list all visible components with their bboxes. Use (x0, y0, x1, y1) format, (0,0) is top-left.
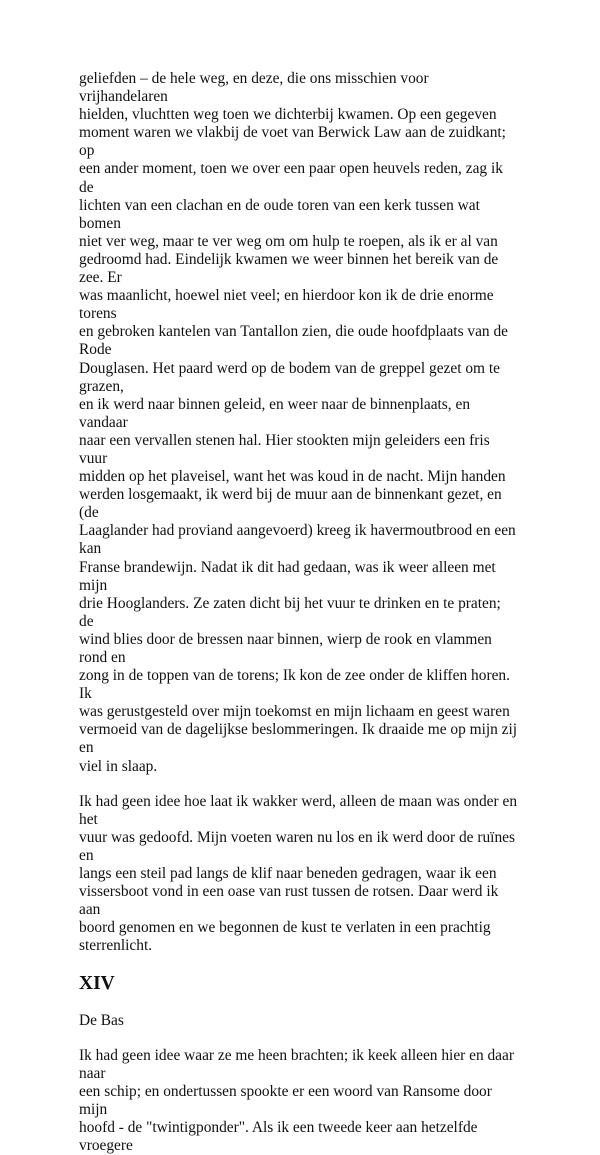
body-paragraph: geliefden – de hele weg, en deze, die ons misschien voor vrijhandelaren hielden, vluchtten weg toen we dichterbij kwamen. Op een gegeven moment waren we vlakbij de voet van Berwick Law aan de zuidkant; op een ander moment, toen we over een paar open heuvels reden, zag ik de lichten van een clachan en de oude toren van een kerk tussen wat bomen niet ver weg, maar te ver weg om om hulp te roepen, als ik er al van gedroomd had. Eindelijk kwamen we weer binnen het bereik van de zee. Er was maanlicht, hoewel niet veel; en hierdoor kon ik de drie enorme torens en gebroken kantelen van Tantallon zien, die oude hoofdplaats van de Rode Douglasen. Het paard werd op de bodem van de greppel gezet om te grazen, en ik werd naar binnen geleid, en weer naar de binnenplaats, en vandaar naar een vervallen stenen hal. Hier stookten mijn geleiders een fris vuur midden op het plaveisel, want het was koud in de nacht. Mijn handen werden losgemaakt, ik werd bij de muur aan de binnenkant gezet, en (de Laaglander had proviand aangevoerd) kreeg ik havermoutbrood en een kan Franse brandewijn. Nadat ik dit had gedaan, was ik weer alleen met mijn drie Hooglanders. Ze zaten dicht bij het vuur te drinken en te praten; de wind blies door de bressen naar binnen, wierp de rook en vlammen rond en zong in de toppen van de torens; Ik kon de zee onder de kliffen horen. Ik was gerustgesteld over mijn toekomst en mijn lichaam en geest waren vermoeid van de dagelijkse beslommeringen. Ik draaide me op mijn zij en viel in slaap. (79, 70, 518, 775)
chapter-title: De Bas (79, 1011, 124, 1029)
chapter-number-heading: XIV (79, 972, 115, 994)
document-page (79, 70, 519, 1155)
body-paragraph: Ik had geen idee waar ze me heen brachten; ik keek alleen hier en daar naar een schip; en ondertussen spookte er een woord van Ransome door mijn hoofd - de "twintigponder". Als ik een tweede keer aan hetzelfde vroegere (79, 1046, 514, 1155)
body-paragraph: Ik had geen idee hoe laat ik wakker werd, alleen de maan was onder en het vuur was gedoofd. Mijn voeten waren nu los en ik werd door de ruïnes en langs een steil pad langs de klif naar beneden gedragen, waar ik een vissersboot vond in een oase van rust tussen de rotsen. Daar werd ik aan boord genomen en we begonnen de kust te verlaten in een prachtig sterrenlicht. (79, 792, 518, 955)
